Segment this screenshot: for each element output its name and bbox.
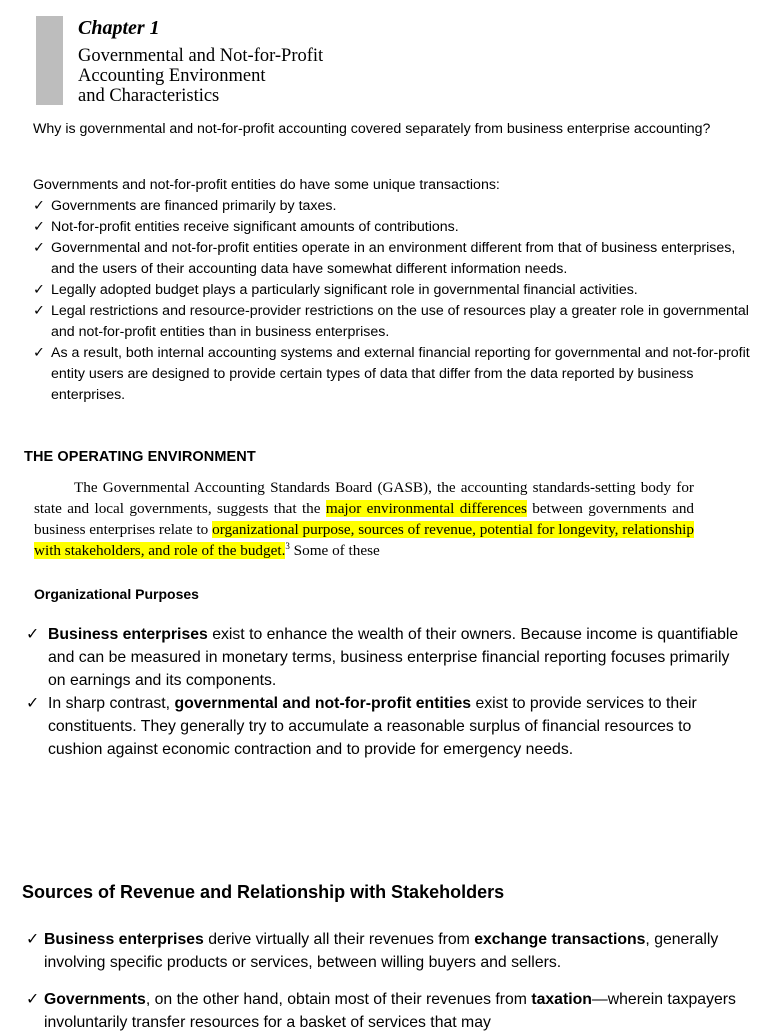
bold-term: exchange transactions (474, 931, 646, 948)
paragraph-text: Some of these (289, 542, 380, 559)
list-item-text: As a result, both internal accounting systems and external financial reporting for governmental and not-for-profit entity users are designed to provide certain types of data that differ from the data reported by business enterprises. (51, 345, 750, 403)
checkmark-icon: ✓ (33, 303, 45, 319)
list-item-text: exist to provide services to their constituents. They generally try to accumulate a reasonable surplus of financial resources to cushion against economic contraction and to provide for emergency needs. (48, 695, 697, 758)
footnote-marker: 3 (285, 540, 290, 551)
highlighted-text: organizational purpose, sources of revenue, potential for longevity, relationship with stakeholders, and role of the budget. (34, 521, 694, 559)
list-item (33, 238, 753, 280)
bold-term: Business enterprises (48, 626, 208, 643)
question-text: Why is governmental and not-for-profit accounting covered separately from business enterprise accounting? (33, 121, 711, 137)
list-item-text: exist to enhance the wealth of their owners. Because income is quantifiable and can be measured in monetary terms, business enterprise financial reporting focuses primarily on earnings and its components. (48, 626, 739, 689)
checkmark-icon: ✓ (33, 219, 45, 235)
list-item (33, 280, 753, 301)
checkmark-icon: ✓ (26, 626, 40, 643)
list-item-text: Legally adopted budget plays a particularly significant role in governmental financial activities. (51, 282, 638, 298)
paragraph-text: between governments and business enterprises relate to (34, 500, 695, 538)
bold-term: Business enterprises (44, 931, 204, 948)
operating-environment-heading: THE OPERATING ENVIRONMENT (24, 449, 256, 465)
chapter-label: Chapter 1 (78, 17, 160, 39)
bold-term: taxation (531, 991, 592, 1008)
sources-of-revenue-heading: Sources of Revenue and Relationship with Stakeholders (22, 882, 505, 902)
list-item (26, 692, 746, 761)
organizational-purposes-heading: Organizational Purposes (34, 586, 199, 602)
checkmark-icon: ✓ (33, 282, 45, 298)
bold-term: Governments (44, 991, 146, 1008)
checkmark-icon: ✓ (26, 931, 40, 948)
list-item (26, 988, 746, 1034)
list-item (33, 217, 753, 238)
list-item-text: Not-for-profit entities receive significant amounts of contributions. (51, 219, 459, 235)
checkmark-icon: ✓ (33, 345, 45, 361)
chapter-sidebar-bar (36, 16, 63, 105)
bold-term: governmental and not-for-profit entities (174, 695, 472, 712)
list-item (26, 623, 746, 692)
checkmark-icon: ✓ (26, 991, 40, 1008)
list-item-text: —wherein taxpayers involuntarily transfer resources for a basket of services that may (44, 991, 736, 1031)
chapter-title (78, 46, 323, 106)
unique-transactions-list (33, 196, 753, 406)
highlighted-text: major environmental differences (325, 500, 527, 517)
chapter-title-line: Accounting Environment (78, 66, 266, 86)
list-item (26, 928, 746, 974)
checkmark-icon: ✓ (33, 240, 45, 256)
list-item-text: derive virtually all their revenues from (203, 931, 475, 948)
list-item-text: Governmental and not-for-profit entities operate in an environment different from that of business enterprises, and the users of their accounting data have somewhat different information needs. (51, 240, 736, 277)
chapter-title-line: Governmental and Not-for-Profit (78, 46, 324, 66)
list-item (33, 301, 753, 343)
checkmark-icon: ✓ (26, 695, 40, 712)
list-item (33, 196, 753, 217)
organizational-purposes-list (26, 623, 746, 761)
operating-environment-paragraph (34, 477, 694, 561)
paragraph-text: The Governmental Accounting Standards Board (GASB), the accounting standards-setting body for state and local governments, suggests that the (34, 479, 694, 517)
chapter-title-line: and Characteristics (78, 86, 220, 106)
list-item-text: Governments are financed primarily by taxes. (51, 198, 337, 214)
list-item-text: , generally involving specific products or services, between willing buyers and sellers. (44, 931, 719, 971)
checkmark-icon: ✓ (33, 198, 45, 214)
sources-of-revenue-list (26, 928, 746, 1034)
list-item-text: Legal restrictions and resource-provider restrictions on the use of resources play a greater role in governmental and not-for-profit entities than in business enterprises. (51, 303, 749, 340)
list-item-text: In sharp contrast, (48, 695, 175, 712)
list-item (33, 343, 753, 406)
intro-text: Governments and not-for-profit entities do have some unique transactions: (33, 177, 500, 193)
list-item-text: , on the other hand, obtain most of their revenues from (145, 991, 532, 1008)
